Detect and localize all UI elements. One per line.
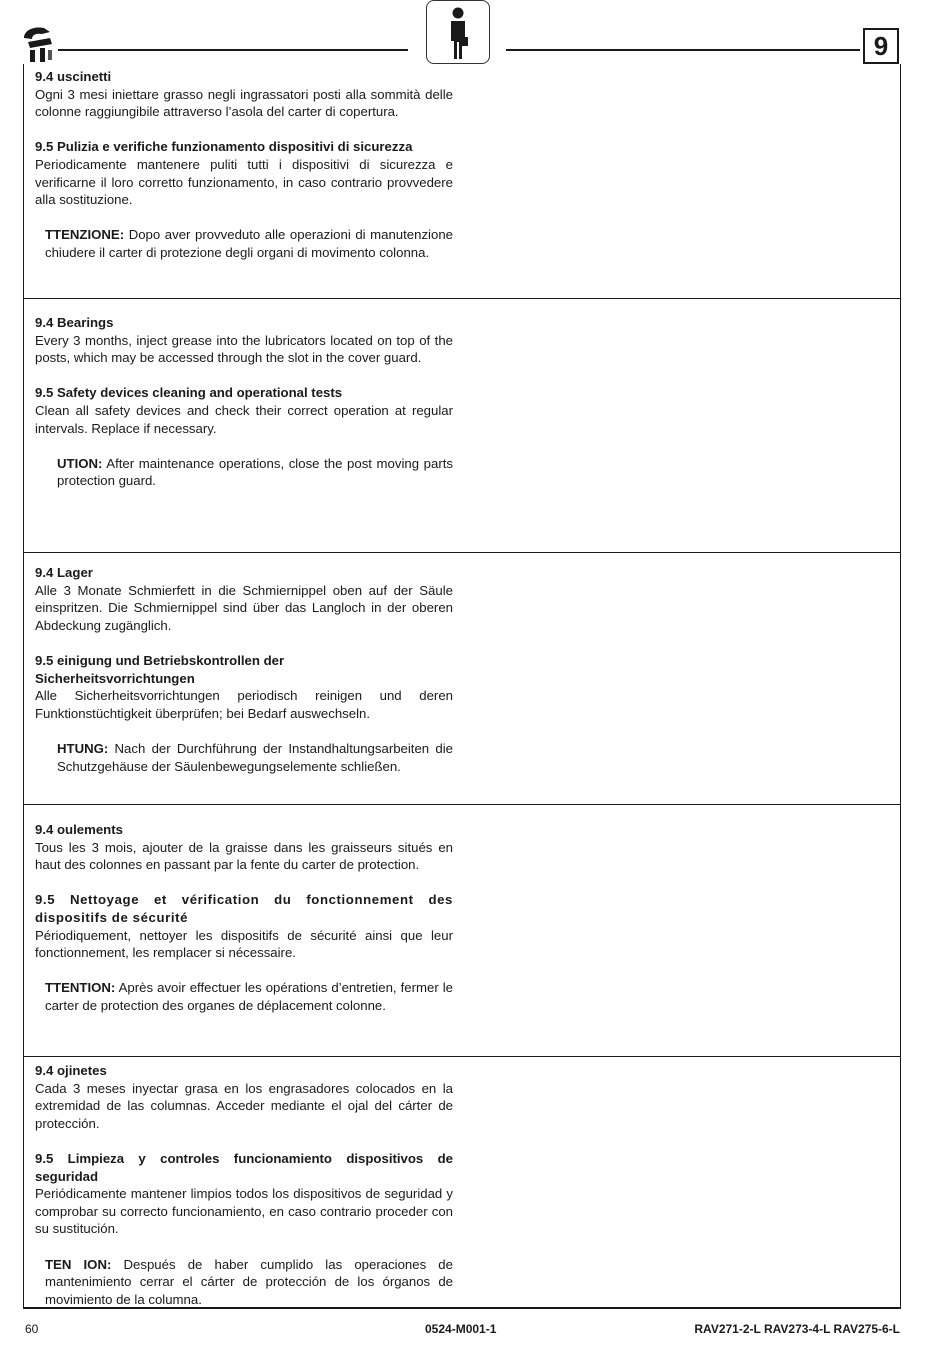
warning-text: Nach der Durchführung der Instandhaltungsarbeiten die Schutzgehäuse der Säulenbewegungselemente schließen. <box>57 740 453 774</box>
warning-text: After maintenance operations, close the post moving parts protection guard. <box>57 455 453 489</box>
warning-text: Dopo aver provveduto alle operazioni di manutenzione chiudere il carter di protezione degli organi di movimento colonna. <box>45 227 453 260</box>
warning-label: UTION: <box>57 455 103 471</box>
paragraph-safety-devices: Periódicamente mantener limpios todos los dispositivos de seguridad y comprobar su correcto funcionamiento, en caso contrario proceder con su sustitución. <box>35 1186 453 1237</box>
warning-text: Después de haber cumplido las operaciones de mantenimiento cerrar el cárter de protección de los órganos de movimiento de la columna. <box>45 1256 453 1307</box>
section-german <box>35 564 453 775</box>
section-divider <box>23 1056 901 1057</box>
warning-label: TEN ION: <box>45 1256 112 1272</box>
section-spanish <box>35 1062 453 1308</box>
chapter-number: 9 <box>863 28 899 64</box>
paragraph-safety-devices: Périodiquement, nettoyer les dispositifs de sécurité ainsi que leur fonctionnement, les remplacer si nécessaire. <box>35 927 453 961</box>
heading-safety-devices: 9.5 einigung und Betriebskontrollen der Sicherheitsvorrichtungen <box>35 652 285 686</box>
paragraph-safety-devices: Clean all safety devices and check their correct operation at regular intervals. Replace if necessary. <box>35 402 453 436</box>
warning-label: HTUNG: <box>57 740 109 756</box>
page-number: 60 <box>25 1322 39 1336</box>
model-list <box>694 1322 900 1336</box>
warning-note <box>35 226 453 261</box>
manufacturer-logo-icon <box>20 24 58 64</box>
warning-note <box>35 1256 453 1309</box>
section-french <box>35 821 453 1015</box>
paragraph-safety-devices: Periodicamente mantenere puliti tutti i dispositivi di sicurezza e verificarne il loro corretto funzionamento, in caso contrario provvedere alla sostituzione. <box>35 156 453 208</box>
section-divider <box>23 804 901 805</box>
warning-note <box>35 979 453 1014</box>
paragraph-bearings: Alle 3 Monate Schmierfett in die Schmiernippel oben auf der Säule einspritzen. Die Schmiernippel sind über das Langloch in der oberen Abdeckung zugänglich. <box>35 582 453 633</box>
warning-note <box>35 740 453 775</box>
heading-safety-devices: 9.5 Safety devices cleaning and operational tests <box>35 385 343 401</box>
heading-safety-devices: 9.5 Nettoyage et vérification du fonctionnement des dispositifs de sécurité <box>35 892 453 925</box>
document-code-text: 0524-M001-1 <box>425 1322 497 1336</box>
section-italian <box>35 68 453 262</box>
operator-person-icon <box>426 0 490 64</box>
paragraph-bearings: Cada 3 meses inyectar grasa en los engrasadores colocados en la extremidad de las columnas. Acceder mediante el ojal del cárter de protección. <box>35 1080 453 1131</box>
section-english <box>35 314 453 490</box>
paragraph-bearings: Tous les 3 mois, ajouter de la graisse dans les graisseurs situés en haut des colonnes en passant par la fente du carter de protection. <box>35 839 453 873</box>
warning-label: TTENZIONE: <box>45 227 125 243</box>
heading-bearings: 9.4 uscinetti <box>35 69 112 84</box>
warning-text: Après avoir effectuer les opérations d’entretien, fermer le carter de protection des organes de déplacement colonne. <box>45 980 453 1013</box>
warning-label: TTENTION: <box>45 980 116 996</box>
section-divider <box>23 298 901 299</box>
heading-bearings: 9.4 ojinetes <box>35 1063 107 1078</box>
warning-note <box>35 455 453 490</box>
heading-bearings: 9.4 Bearings <box>35 315 114 330</box>
heading-safety-devices: 9.5 Pulizia e verifiche funzionamento dispositivi di sicurezza <box>35 139 413 155</box>
document-code <box>425 1322 496 1336</box>
paragraph-bearings: Every 3 months, inject grease into the lubricators located on top of the posts, which may be accessed through the slot in the cover guard. <box>35 332 453 366</box>
heading-bearings: 9.4 Lager <box>35 565 93 580</box>
header-rule-right <box>506 49 860 51</box>
heading-safety-devices: 9.5 Limpieza y controles funcionamiento dispositivos de seguridad <box>35 1150 453 1184</box>
model-list-text: RAV271-2-L RAV273-4-L RAV275-6-L <box>694 1322 900 1336</box>
section-divider <box>23 552 901 553</box>
header-rule-left <box>58 49 408 51</box>
heading-bearings: 9.4 oulements <box>35 822 123 837</box>
paragraph-safety-devices: Alle Sicherheitsvorrichtungen periodisch reinigen und deren Funktionstüchtigkeit überprüfen; bei Bedarf auswechseln. <box>35 688 453 721</box>
paragraph-bearings: Ogni 3 mesi iniettare grasso negli ingrassatori posti alla sommità delle colonne raggiungibile attraverso l’asola del carter di copertura. <box>35 86 453 120</box>
